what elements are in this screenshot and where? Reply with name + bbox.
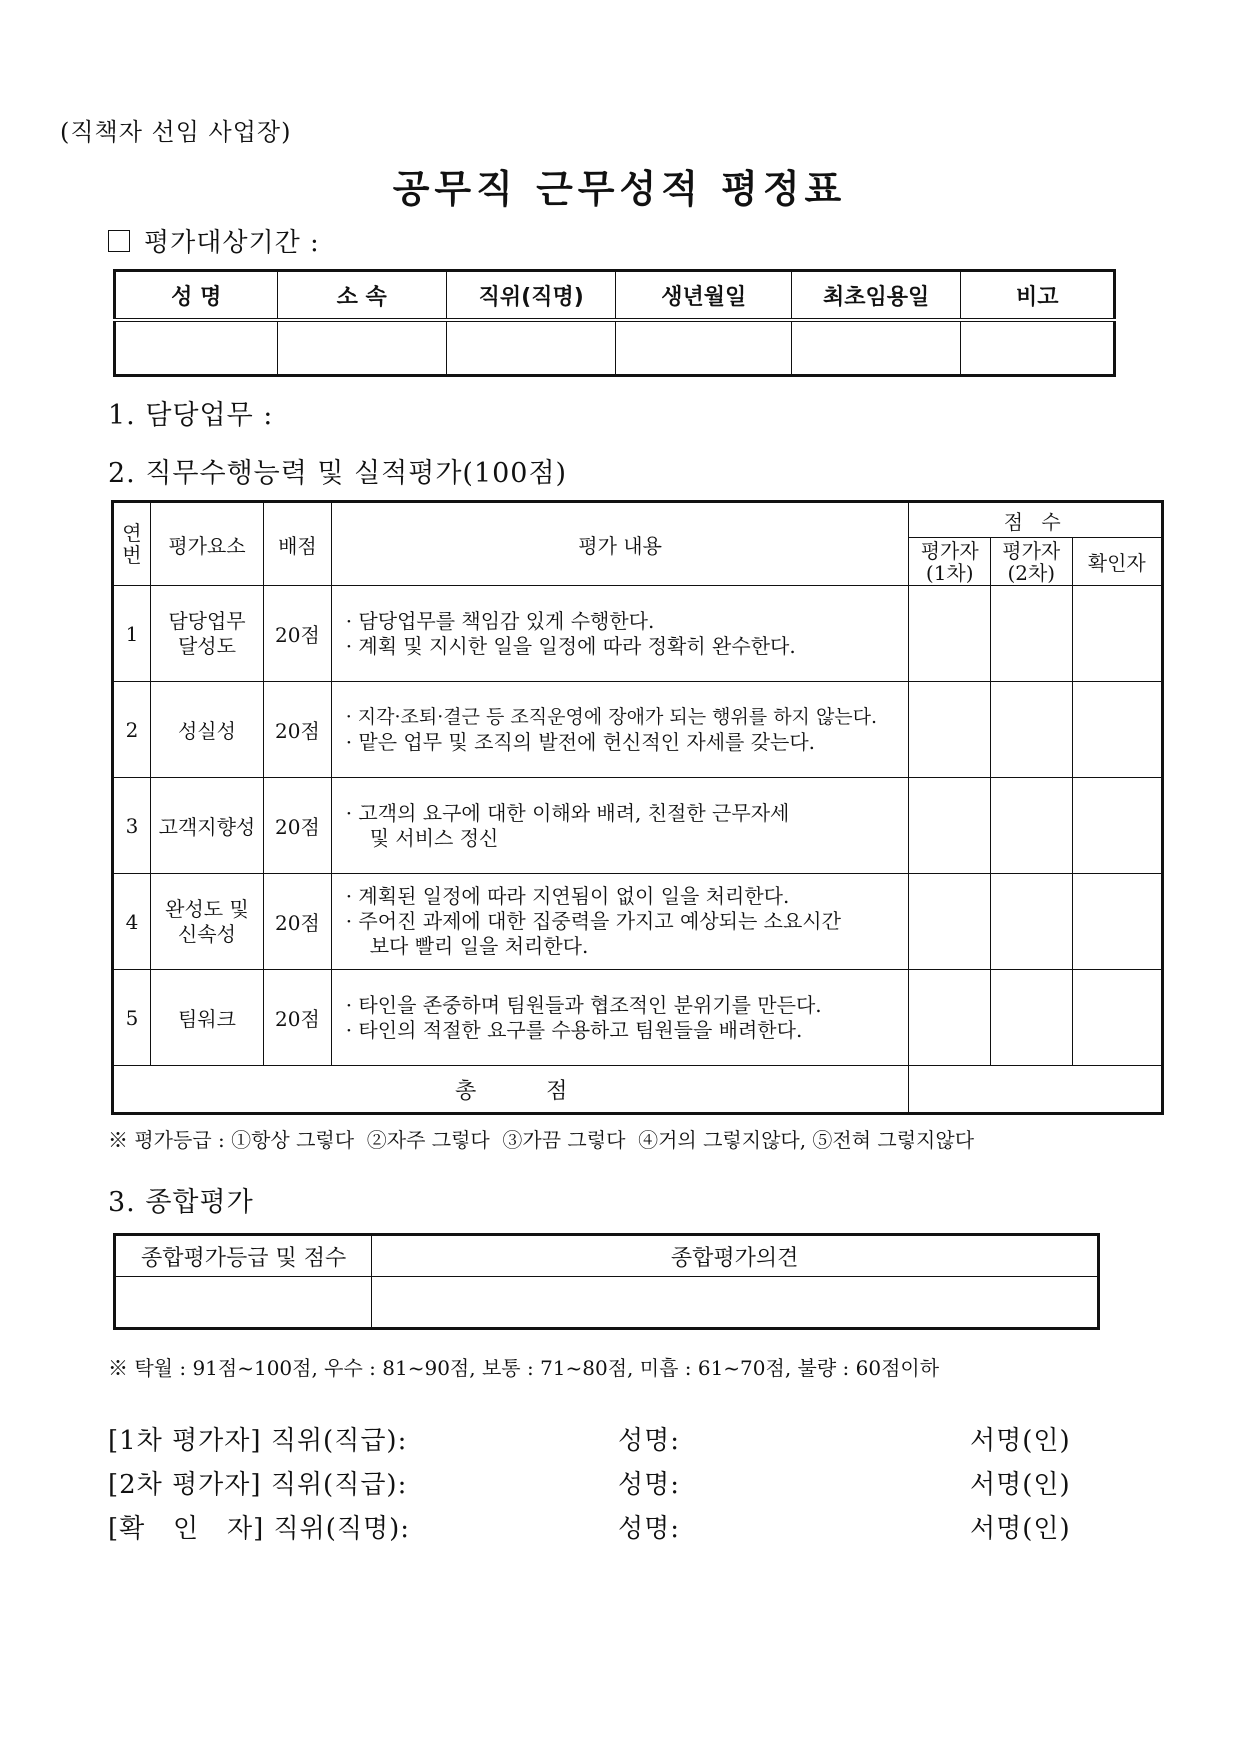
- row-content: [331, 874, 909, 970]
- row-points: 20점: [264, 874, 332, 970]
- row-content-line1: · 지각·조퇴·결근 등 조직운영에 장애가 되는 행위를 하지 않는다.: [345, 705, 878, 728]
- score-cell-confirm[interactable]: [1072, 586, 1162, 682]
- row-element: 팀워크: [150, 970, 263, 1066]
- summary-table: [113, 1233, 1100, 1330]
- period-label: 평가대상기간 :: [144, 228, 320, 258]
- row-content-line2: · 맡은 업무 및 조직의 발전에 헌신적인 자세를 갖는다.: [345, 729, 816, 754]
- header-evaluator-2-label: 평가자: [1002, 538, 1061, 563]
- info-header-dept: 소 속: [277, 271, 446, 321]
- scale-note: ※ 탁월 : 91점~100점, 우수 : 81~90점, 보통 : 71~80점, 미흡 : 61~70점, 불량 : 60점이하: [108, 1356, 940, 1380]
- row-content: [331, 970, 909, 1066]
- signature-name: 성명:: [618, 1426, 680, 1456]
- summary-cell-grade[interactable]: [115, 1277, 372, 1329]
- info-cell-birth[interactable]: [616, 320, 791, 376]
- row-content-line3: 보다 빨리 일을 처리한다.: [369, 934, 589, 958]
- row-points: 20점: [264, 682, 332, 778]
- header-points: 배점: [264, 502, 332, 586]
- header-note: (직책자 선임 사업장): [60, 118, 292, 146]
- info-header-position: 직위(직명): [446, 271, 616, 321]
- header-evaluator-1: [909, 538, 991, 586]
- row-no: 4: [113, 874, 151, 970]
- row-content: [331, 778, 909, 874]
- section-duties: 1. 담당업무 :: [108, 400, 274, 431]
- evaluation-table: [111, 500, 1164, 1115]
- row-no: 3: [113, 778, 151, 874]
- info-header-birth: 생년월일: [616, 271, 791, 321]
- score-cell-eval2[interactable]: [991, 586, 1073, 682]
- section-evaluation: 2. 직무수행능력 및 실적평가(100점): [108, 458, 568, 489]
- header-evaluator-1-label: 평가자: [920, 538, 979, 563]
- row-content-line2: · 계획 및 지시한 일을 일정에 따라 정확히 완수한다.: [345, 633, 796, 658]
- table-row: [113, 586, 1163, 682]
- total-row: [113, 1066, 1163, 1114]
- table-row: [113, 874, 1163, 970]
- row-element-line2: 달성도: [177, 633, 236, 658]
- header-no: 연 번: [113, 502, 151, 586]
- row-element: [150, 874, 263, 970]
- score-cell-eval1[interactable]: [909, 970, 991, 1066]
- score-cell-confirm[interactable]: [1072, 682, 1162, 778]
- row-element-line1: 담당업무: [168, 608, 246, 633]
- header-evaluator-2: [991, 538, 1073, 586]
- header-evaluator-2-round: (2차): [1007, 560, 1056, 585]
- signature-role: [확 인 자] 직위(직명):: [108, 1514, 410, 1544]
- signature-name: 성명:: [618, 1470, 680, 1500]
- info-cell-position[interactable]: [446, 320, 616, 376]
- row-element-line1: 완성도 및: [165, 896, 249, 921]
- grade-note: ※ 평가등급 : ①항상 그렇다 ②자주 그렇다 ③가끔 그렇다 ④거의 그렇지않다, ⑤전혀 그렇지않다: [108, 1128, 975, 1152]
- period-row: [108, 222, 320, 259]
- signature-sign: 서명(인): [970, 1426, 1071, 1456]
- row-element: 고객지향성: [150, 778, 263, 874]
- summary-cell-opinion[interactable]: [372, 1277, 1099, 1329]
- header-confirmer: 확인자: [1072, 538, 1162, 586]
- header-element: 평가요소: [150, 502, 263, 586]
- info-header-hire: 최초임용일: [791, 271, 960, 321]
- row-points: 20점: [264, 586, 332, 682]
- score-cell-eval1[interactable]: [909, 874, 991, 970]
- row-element: [150, 586, 263, 682]
- score-cell-eval1[interactable]: [909, 682, 991, 778]
- page-title: 공무직 근무성적 평정표: [392, 166, 847, 211]
- row-content-line1: · 타인을 존중하며 팀원들과 협조적인 분위기를 만든다.: [345, 992, 822, 1017]
- row-content-line1: · 담당업무를 책임감 있게 수행한다.: [345, 608, 655, 633]
- signature-role: [1차 평가자] 직위(직급):: [108, 1426, 408, 1456]
- info-cell-hire[interactable]: [791, 320, 960, 376]
- signature-row-2: [108, 1464, 1108, 1504]
- row-content-line2: 및 서비스 정신: [369, 825, 499, 850]
- total-label: 총 점: [113, 1066, 909, 1114]
- checkbox-icon[interactable]: [108, 230, 130, 252]
- signature-row-1: [108, 1420, 1108, 1460]
- score-cell-eval2[interactable]: [991, 970, 1073, 1066]
- score-cell-confirm[interactable]: [1072, 778, 1162, 874]
- info-header-name: 성 명: [115, 271, 278, 321]
- row-content: [331, 682, 909, 778]
- row-points: 20점: [264, 970, 332, 1066]
- summary-header-opinion: 종합평가의견: [372, 1235, 1099, 1277]
- header-content: 평가 내용: [331, 502, 909, 586]
- row-content-line2: · 타인의 적절한 요구를 수용하고 팀원들을 배려한다.: [345, 1017, 803, 1042]
- score-cell-eval1[interactable]: [909, 778, 991, 874]
- signature-role: [2차 평가자] 직위(직급):: [108, 1470, 408, 1500]
- signature-sign: 서명(인): [970, 1514, 1071, 1544]
- info-cell-name[interactable]: [115, 320, 278, 376]
- row-content-line1: · 고객의 요구에 대한 이해와 배려, 친절한 근무자세: [345, 800, 790, 825]
- row-points: 20점: [264, 778, 332, 874]
- row-no: 2: [113, 682, 151, 778]
- signature-row-3: [108, 1508, 1108, 1548]
- score-cell-eval2[interactable]: [991, 778, 1073, 874]
- row-element-line2: 신속성: [177, 921, 236, 946]
- section-summary: 3. 종합평가: [108, 1187, 254, 1218]
- row-no: 5: [113, 970, 151, 1066]
- table-row: [113, 778, 1163, 874]
- info-table: [113, 269, 1116, 377]
- signature-name: 성명:: [618, 1514, 680, 1544]
- row-element: 성실성: [150, 682, 263, 778]
- score-cell-eval2[interactable]: [991, 682, 1073, 778]
- score-cell-confirm[interactable]: [1072, 874, 1162, 970]
- row-content: [331, 586, 909, 682]
- total-score-cell[interactable]: [909, 1066, 1163, 1114]
- summary-header-grade: 종합평가등급 및 점수: [115, 1235, 372, 1277]
- row-content-line1: · 계획된 일정에 따라 지연됨이 없이 일을 처리한다.: [345, 884, 790, 908]
- table-row: [113, 970, 1163, 1066]
- info-cell-dept[interactable]: [277, 320, 446, 376]
- score-cell-eval1[interactable]: [909, 586, 991, 682]
- signature-sign: 서명(인): [970, 1470, 1071, 1500]
- row-no: 1: [113, 586, 151, 682]
- table-row: [113, 682, 1163, 778]
- score-cell-eval2[interactable]: [991, 874, 1073, 970]
- info-header-note: 비고: [961, 271, 1115, 321]
- info-cell-note[interactable]: [961, 320, 1115, 376]
- header-score: 점 수: [909, 502, 1163, 538]
- header-evaluator-1-round: (1차): [925, 560, 974, 585]
- row-content-line2: · 주어진 과제에 대한 집중력을 가지고 예상되는 소요시간: [345, 909, 841, 933]
- score-cell-confirm[interactable]: [1072, 970, 1162, 1066]
